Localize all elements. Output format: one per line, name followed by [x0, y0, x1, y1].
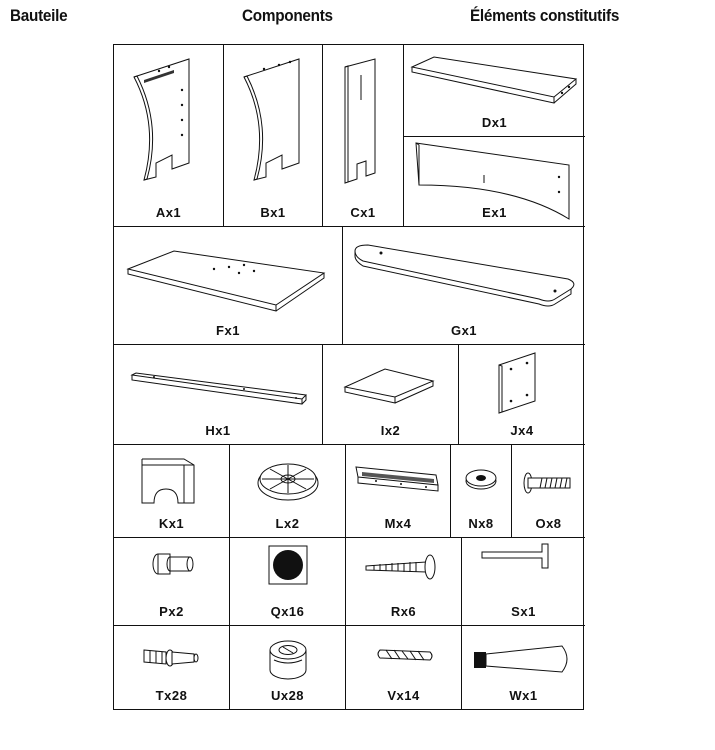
header-german: Bauteile — [10, 6, 68, 25]
part-q-label: Qx16 — [270, 604, 305, 619]
part-i-cell — [323, 345, 459, 445]
part-a-cell — [114, 45, 224, 227]
part-g-cell — [343, 227, 585, 345]
part-n-cell — [451, 445, 512, 538]
part-b-cell — [224, 45, 323, 227]
part-u-label: Ux28 — [270, 688, 305, 703]
part-v-cell — [346, 626, 462, 709]
components-grid — [113, 44, 584, 710]
part-w-cell — [462, 626, 585, 709]
part-f-cell — [114, 227, 343, 345]
part-s-cell — [462, 538, 585, 626]
part-g-label: Gx1 — [450, 323, 478, 338]
part-m-label: Mx4 — [384, 516, 412, 531]
part-f-label: Fx1 — [216, 323, 240, 338]
part-r-label: Rx6 — [390, 604, 417, 619]
part-h-cell — [114, 345, 323, 445]
part-e-label: Ex1 — [482, 205, 507, 220]
part-d-cell — [404, 45, 585, 137]
part-p-label: Px2 — [159, 604, 184, 619]
part-i-label: Ix2 — [380, 423, 401, 438]
part-l-label: Lx2 — [275, 516, 300, 531]
part-n-label: Nx8 — [468, 516, 494, 531]
part-w-label: Wx1 — [509, 688, 538, 703]
side-panel-a-illustration — [114, 45, 224, 227]
part-d-label: Dx1 — [481, 115, 508, 130]
part-k-cell — [114, 445, 230, 538]
part-t-label: Tx28 — [155, 688, 188, 703]
part-b-label: Bx1 — [260, 205, 286, 220]
part-q-cell — [230, 538, 346, 626]
part-o-label: Ox8 — [535, 516, 562, 531]
part-v-label: Vx14 — [387, 688, 420, 703]
side-panel-b-illustration — [224, 45, 323, 227]
part-e-cell — [404, 137, 585, 227]
part-u-cell — [230, 626, 346, 709]
part-h-label: Hx1 — [205, 423, 231, 438]
divider-c-illustration — [323, 45, 404, 227]
part-l-cell — [230, 445, 346, 538]
part-t-cell — [114, 626, 230, 709]
part-c-label: Cx1 — [350, 205, 376, 220]
part-r-cell — [346, 538, 462, 626]
part-k-label: Kx1 — [158, 516, 185, 531]
header-english: Components — [242, 6, 333, 25]
part-a-label: Ax1 — [155, 205, 182, 220]
part-p-cell — [114, 538, 230, 626]
part-m-cell — [346, 445, 451, 538]
part-s-label: Sx1 — [511, 604, 536, 619]
header-french: Éléments constitutifs — [470, 6, 620, 25]
part-j-label: Jx4 — [510, 423, 534, 438]
part-j-cell — [459, 345, 585, 445]
part-o-cell — [512, 445, 585, 538]
part-c-cell — [323, 45, 404, 227]
